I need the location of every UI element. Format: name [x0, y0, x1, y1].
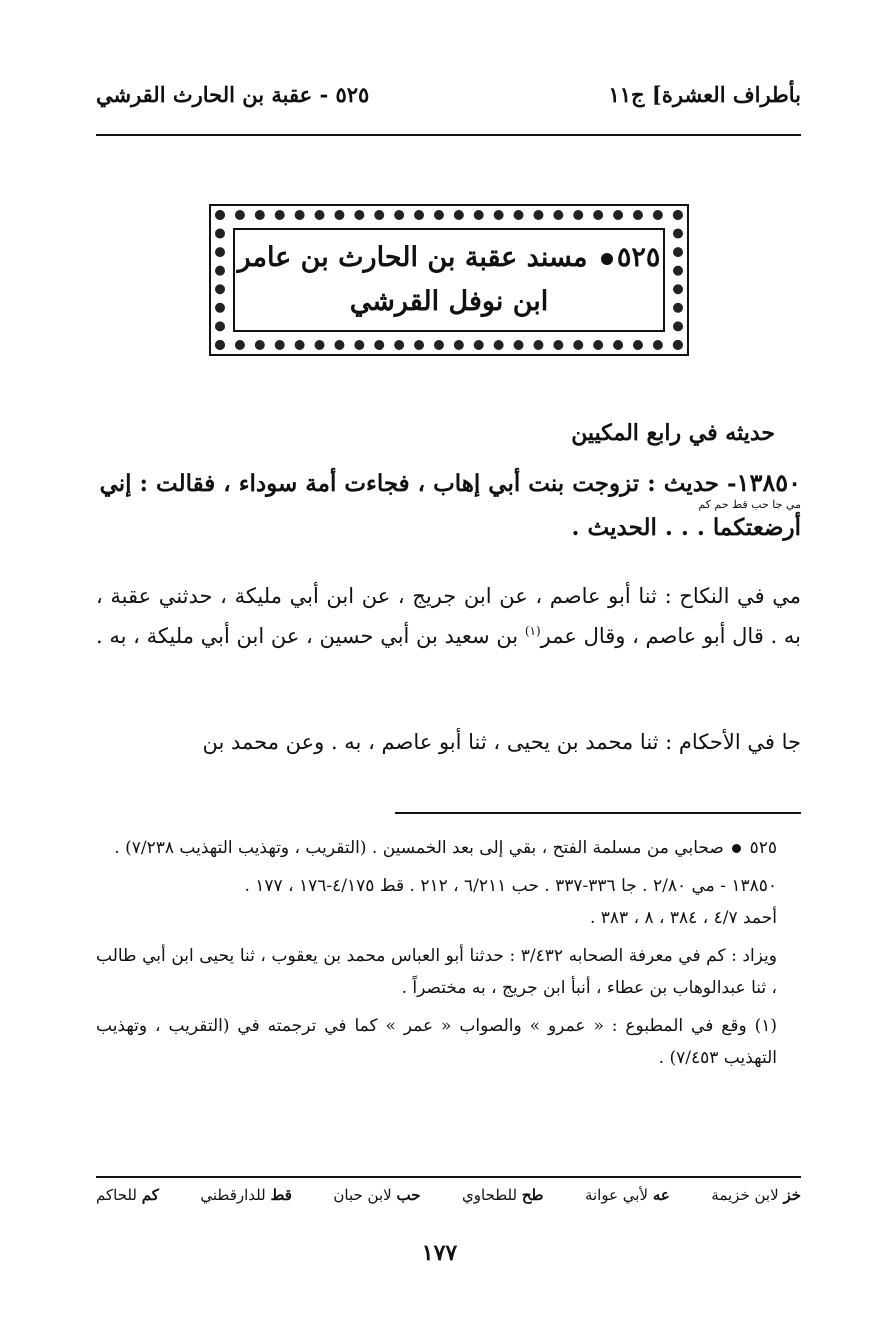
hadith-text-2: أرضعتكما . . . الحديث .	[571, 514, 801, 541]
footnote-1-text: صحابي من مسلمة الفتح ، بقي إلى بعد الخمسين . (التقريب ، وتهذيب التهذيب ٧/٢٣٨) .	[114, 838, 724, 858]
bullet-icon	[601, 253, 613, 265]
footnote-2-line-1: ١٣٨٥٠ - مي ٢/٨٠ . جا ٣٣٦-٣٣٧ . حب ٦/٢١١ ، ٢١٢ . قط ٤/١٧٥-١٧٦ ، ١٧٧ .	[244, 876, 777, 896]
header-volume: بأطراف العشرة] ج١١	[608, 82, 801, 107]
paragraph-2: جا في الأحكام : ثنا محمد بن يحيى ، ثنا أبو عاصم ، به . وعن محمد بن	[202, 730, 801, 754]
key-item: خز لابن خزيمة	[711, 1186, 801, 1204]
bullet-icon	[732, 844, 741, 853]
footnote-ref: (١)	[524, 624, 541, 638]
key-rule	[96, 1176, 801, 1178]
footnote-3: ويزاد : كم في معرفة الصحابه ٣/٤٣٢ : حدثنا أبو العباس محمد بن يعقوب ، ثنا يحيى ابن أبي طالب ، ثنا عبدالوهاب بن عطاء ، أنبأ ابن جريج ، به مختصراً .	[96, 946, 777, 998]
title-frame	[209, 204, 689, 356]
abbreviation-key	[96, 1186, 801, 1204]
subheading: حديثه في رابع المكيين	[571, 420, 775, 446]
footnote-1-number: ٥٢٥	[749, 838, 777, 858]
running-header	[96, 82, 801, 122]
footnote-2-line-2: أحمد ٤/٧ ، ٣٨٤ ، ٨ ، ٣٨٣ .	[589, 908, 777, 928]
footnote-rule	[395, 812, 801, 814]
footnotes	[96, 832, 801, 1080]
title-text-1: مسند عقبة بن الحارث بن عامر	[237, 242, 588, 273]
hadith-text-1: تزوجت بنت أبي إهاب ، فجاءت أمة سوداء ، فقالت : إني	[99, 470, 640, 497]
footnote-2	[96, 870, 801, 934]
para1-text-b: بن سعيد بن أبي حسين ، عن ابن أبي مليكة ، به .	[95, 624, 525, 648]
hadith-entry	[96, 466, 801, 545]
key-item: طح للطحاوي	[461, 1186, 544, 1204]
hadith-sigla: مي جا حب قط حم كم	[698, 498, 801, 511]
key-item: قط للدارقطني	[200, 1186, 292, 1204]
footnote-1	[96, 832, 801, 864]
para1-text-a: مي في النكاح : ثنا أبو عاصم ، عن ابن جريج ، عن ابن أبي مليكة ، حدثني عقبة ، به . قال أبو عاصم ، وقال عمر	[96, 584, 801, 648]
header-rule	[96, 134, 801, 136]
title-number: ٥٢٥	[616, 242, 661, 273]
key-item: حب لابن حبان	[333, 1186, 421, 1204]
hadith-prefix: - حديث :	[639, 470, 737, 497]
key-item: عه لأبي عوانة	[584, 1186, 670, 1204]
key-item: كم للحاكم	[96, 1186, 159, 1204]
footnote-4: (١) وقع في المطبوع : « عمرو » والصواب « عمر » كما في ترجمته في (التقريب ، وتهذيب التهذيب ٧/٤٥٣) .	[96, 1016, 777, 1068]
page-number: ١٧٧	[421, 1240, 458, 1266]
hadith-number: ١٣٨٥٠	[736, 468, 801, 497]
title-box	[233, 228, 665, 332]
paragraph-1	[96, 576, 801, 656]
hadith-line-1	[96, 466, 801, 501]
header-section: ٥٢٥ - عقبة بن الحارث القرشي	[96, 82, 370, 107]
title-line-2: ابن نوفل القرشي	[349, 286, 549, 317]
title-line-1	[238, 236, 661, 280]
